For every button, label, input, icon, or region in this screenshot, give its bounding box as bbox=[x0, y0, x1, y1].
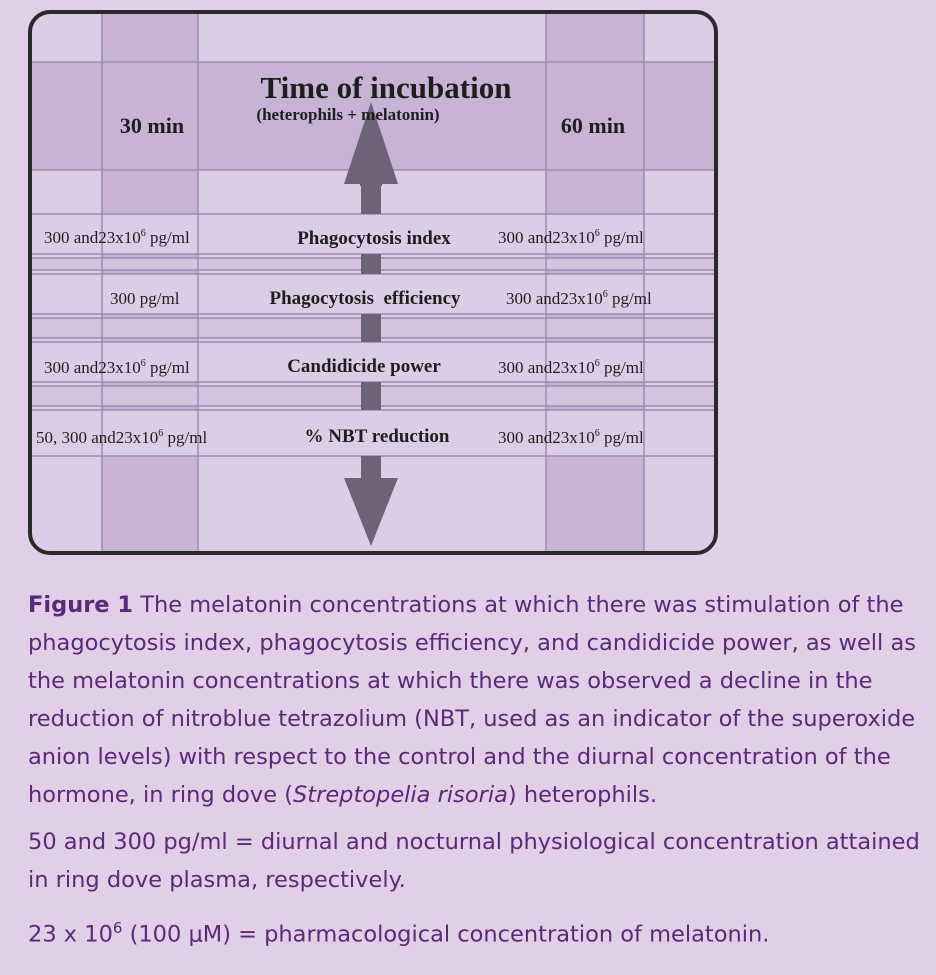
figure-caption bbox=[28, 586, 924, 954]
row-2-right: 300 $and23x10^6$ pg/ml bbox=[506, 289, 652, 308]
caption-main bbox=[28, 586, 924, 814]
column-label-60min: 60 min bbox=[560, 113, 626, 138]
arrow-shaft-5 bbox=[361, 456, 381, 480]
title-band-left bbox=[28, 62, 102, 170]
caption-text-after: ) heterophils. bbox=[507, 782, 658, 808]
row-2-left: 300 pg/ml bbox=[110, 289, 180, 308]
caption-note-pharmacological: 23 x $10^6$ (100 μM) = pharmacological concentration of melatonin. bbox=[28, 919, 770, 948]
row-1-label: Phagocytosis index bbox=[297, 228, 451, 249]
row-3-label: Candidicide power bbox=[287, 356, 441, 377]
row-3-right: 300 $and23x10^6$ pg/ml bbox=[498, 358, 644, 377]
row-4-label: % NBT reduction bbox=[304, 426, 450, 447]
species-name: Streptopelia risoria bbox=[292, 782, 508, 808]
arrow-dot bbox=[361, 398, 381, 410]
time-title: Time of incubation bbox=[260, 70, 512, 105]
arrow-shaft-3 bbox=[361, 314, 381, 342]
row-4-right: 300 $and23x10^6$ pg/ml bbox=[498, 428, 644, 447]
row-4-left: 50, 300 $and23x10^6$ pg/ml bbox=[36, 428, 208, 447]
row-1-right: 300 $and23x10^6$ pg/ml bbox=[498, 228, 644, 247]
title-band-right bbox=[644, 62, 718, 170]
arrow-shaft-2 bbox=[361, 254, 381, 274]
column-label-30min: 30 min bbox=[119, 113, 185, 138]
caption-note-physiological: 50 and 300 pg/ml = diurnal and nocturnal physiological concentration attained in ring dove plasma, respectively. bbox=[28, 829, 920, 893]
figure-label: Figure 1 bbox=[28, 592, 134, 618]
row-1-left: 300 $and23x10^6$ pg/ml bbox=[44, 228, 190, 247]
caption-text-before: The melatonin concentrations at which there was stimulation of the phagocytosis index, phagocytosis efficiency, and candidicide power, as well as the melatonin concentrations at which there was observed a decline in the reduction of nitroblue tetrazolium (NBT, used as an indicator of the superoxide anion levels) with respect to the control and the diurnal concentration of the hormone, in ring dove ( bbox=[28, 592, 916, 808]
row-3-left: 300 $and23x10^6$ pg/ml bbox=[44, 358, 190, 377]
time-subtitle: (heterophils + melatonin) bbox=[256, 105, 440, 124]
incubation-diagram bbox=[28, 10, 718, 555]
arrow-shaft-1 bbox=[361, 184, 381, 214]
row-2-label: Phagocytosis efficiency bbox=[269, 288, 461, 309]
